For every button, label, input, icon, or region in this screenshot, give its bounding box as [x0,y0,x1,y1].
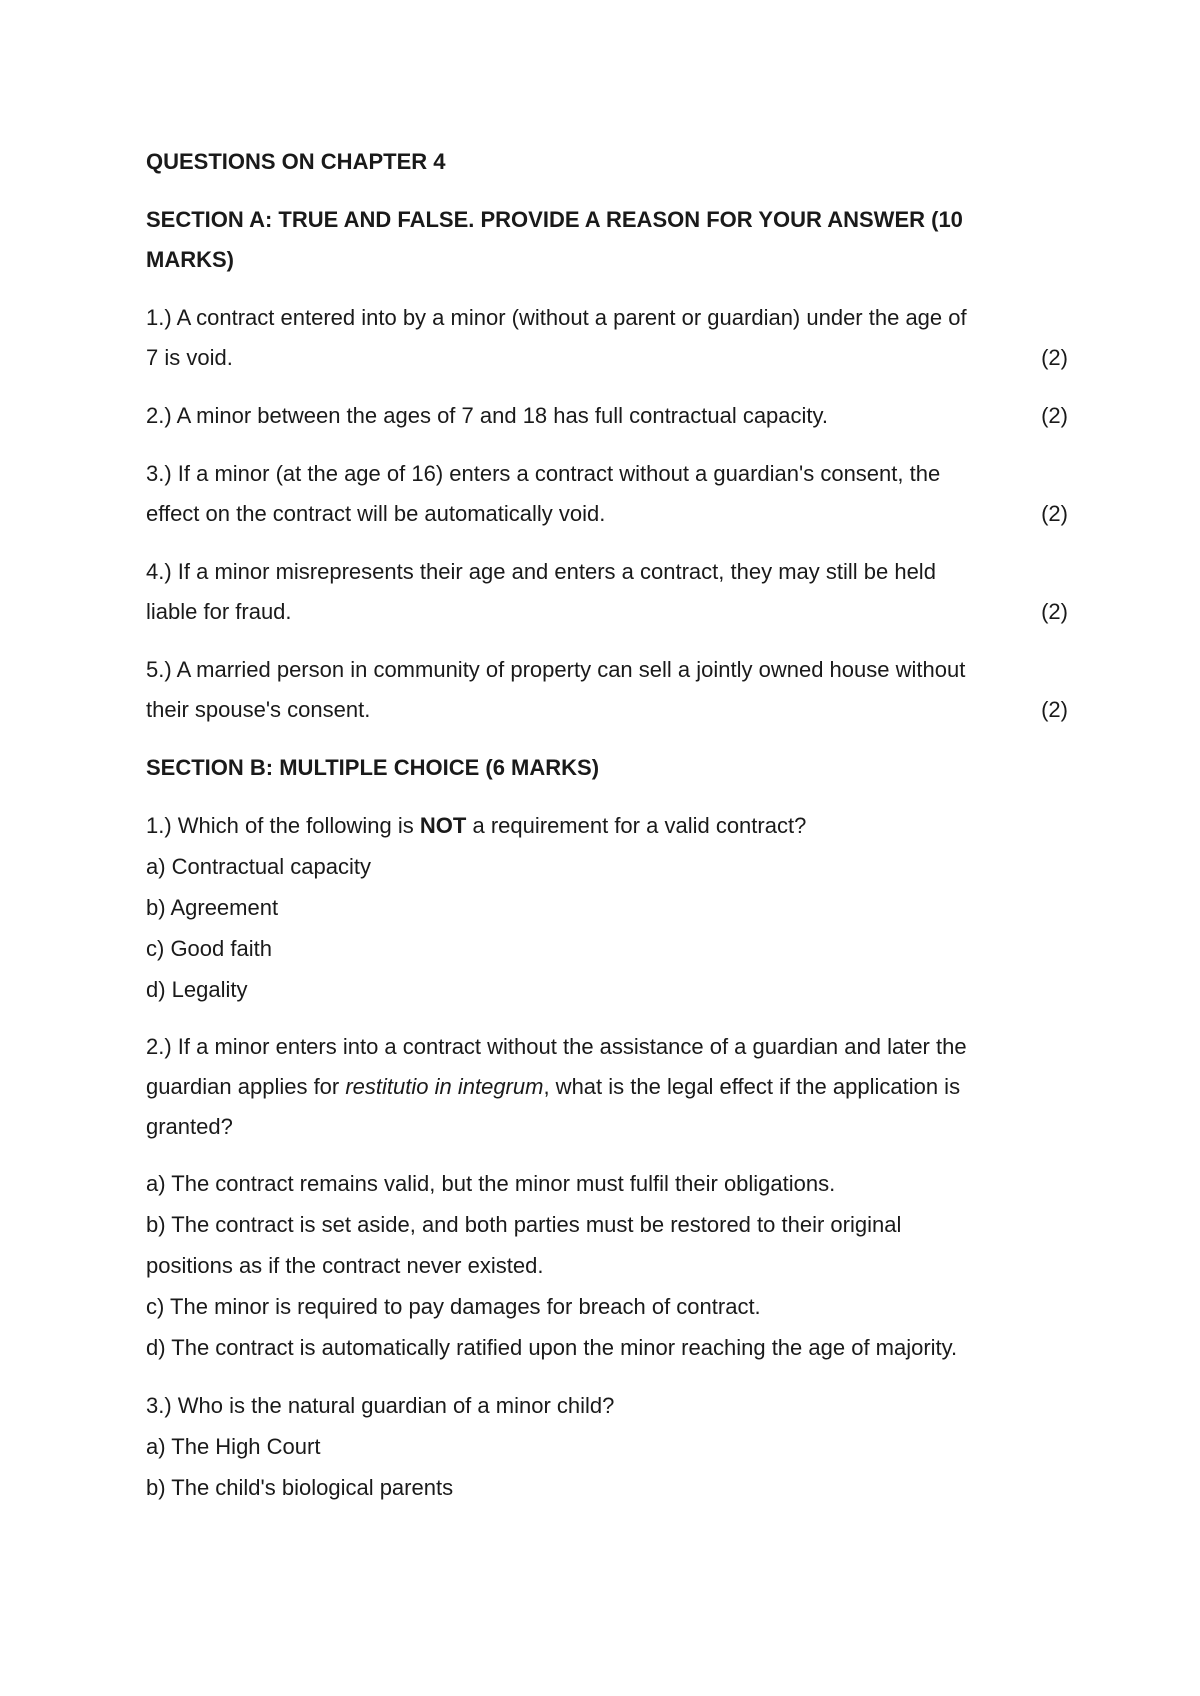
section-b-heading: SECTION B: MULTIPLE CHOICE (6 MARKS) [146,755,600,780]
question-b1-stem-emphasis: NOT [419,813,467,838]
question-b1-option-d: d) Legality [146,977,248,1002]
question-a5-text: 5.) A married person in community of property can sell a jointly owned house without [146,657,966,682]
section-a-heading-cont: MARKS) [146,247,234,272]
question-b2-option-c: c) The minor is required to pay damages for breach of contract. [146,1294,761,1319]
question-a5-text-cont: their spouse's consent. [146,697,371,722]
question-b2-option-b: b) The contract is set aside, and both parties must be restored to their original [146,1212,902,1237]
question-b3-option-a: a) The High Court [146,1434,321,1459]
question-a1-marks: (2) [1041,345,1068,370]
question-b2-option-d: d) The contract is automatically ratified upon the minor reaching the age of majority. [146,1335,958,1360]
page-title: QUESTIONS ON CHAPTER 4 [146,149,446,174]
question-b2-option-b-cont: positions as if the contract never existed. [146,1253,544,1278]
question-a4-text-cont: liable for fraud. [146,599,292,624]
question-a2-marks: (2) [1041,403,1068,428]
question-a1-text-cont: 7 is void. [146,345,233,370]
question-b1-stem-start: 1.) Which of the following is [146,813,420,838]
question-b2-latin-term: restitutio in integrum [345,1074,544,1099]
question-b2-stem-start: guardian applies for [146,1074,346,1099]
question-a5-marks: (2) [1041,697,1068,722]
question-b1-option-b: b) Agreement [146,895,279,920]
section-a-heading: SECTION A: TRUE AND FALSE. PROVIDE A REASON FOR YOUR ANSWER (10 [146,207,963,232]
question-b2-stem-cont [146,1073,960,1101]
question-a3-text-cont: effect on the contract will be automatically void. [146,501,606,526]
question-b2-stem: 2.) If a minor enters into a contract without the assistance of a guardian and later the [146,1034,967,1059]
question-b2-stem-end: , what is the legal effect if the application is [543,1074,961,1099]
question-a4-text: 4.) If a minor misrepresents their age and enters a contract, they may still be held [146,559,936,584]
question-b3-stem: 3.) Who is the natural guardian of a minor child? [146,1393,615,1418]
question-a3-text: 3.) If a minor (at the age of 16) enters a contract without a guardian's consent, the [146,461,941,486]
question-a1-text: 1.) A contract entered into by a minor (without a parent or guardian) under the age of [146,305,967,330]
question-a2-text: 2.) A minor between the ages of 7 and 18 has full contractual capacity. [146,403,829,428]
question-b1-stem-end: a requirement for a valid contract? [466,813,807,838]
question-b2-stem-end-line: granted? [146,1114,233,1139]
question-b1-option-a: a) Contractual capacity [146,854,371,879]
question-a3-marks: (2) [1041,501,1068,526]
document-page [146,0,1066,1696]
question-b1-option-c: c) Good faith [146,936,272,961]
question-b1-stem [146,812,806,840]
question-b3-option-b: b) The child's biological parents [146,1475,454,1500]
question-a4-marks: (2) [1041,599,1068,624]
question-b2-option-a: a) The contract remains valid, but the minor must fulfil their obligations. [146,1171,836,1196]
